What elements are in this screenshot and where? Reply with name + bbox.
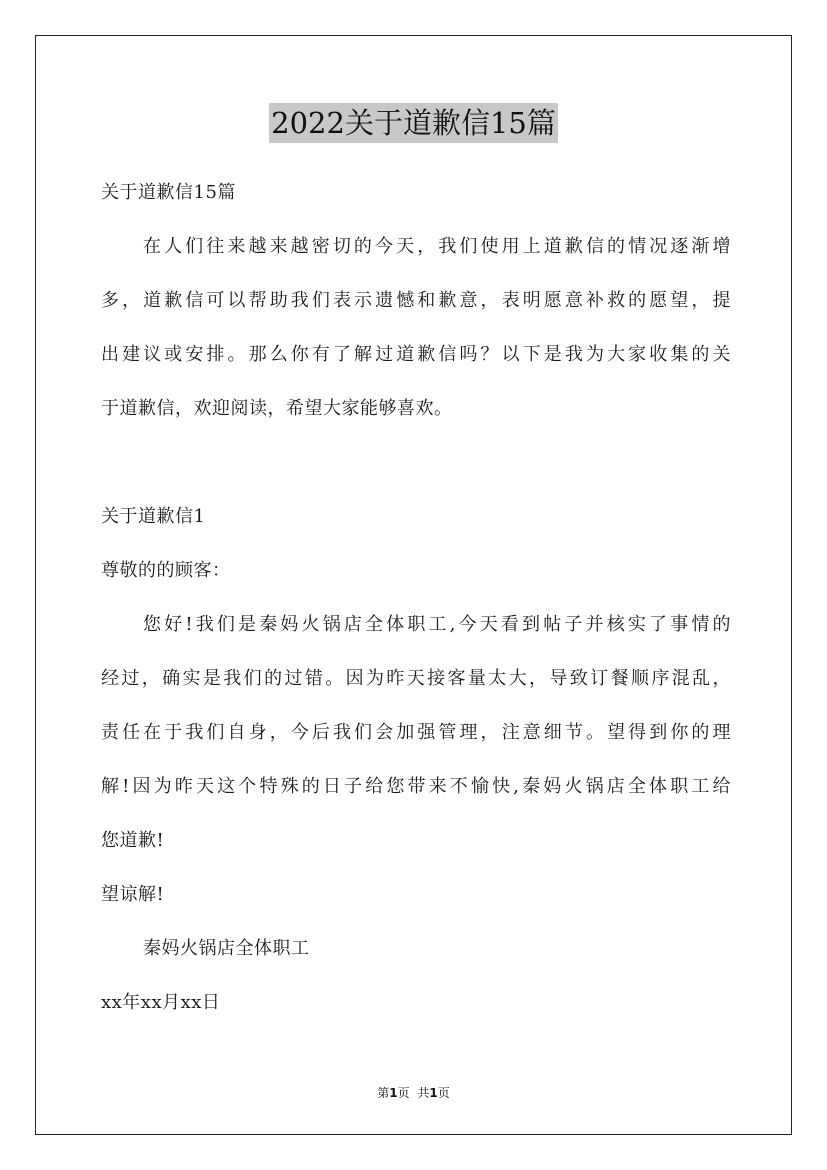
closing: 望谅解!	[101, 884, 165, 905]
page-suffix: 页	[397, 1086, 410, 1100]
document-body	[101, 166, 731, 1030]
date: xx年xx月xx日	[101, 992, 221, 1013]
signature: 秦妈火锅店全体职工	[143, 938, 310, 959]
intro-line: 多，道歉信可以帮助我们表示遗憾和歉意，表明愿意补救的愿望，提	[101, 290, 731, 311]
page-prefix: 第	[377, 1086, 390, 1100]
body-line: 责任在于我们自身，今后我们会加强管理，注意细节。望得到你的理	[101, 722, 731, 743]
page-footer	[0, 1084, 827, 1101]
spacer	[101, 436, 731, 490]
total-prefix: 共	[417, 1086, 430, 1100]
body-line: 解!因为昨天这个特殊的日子给您带来不愉快,秦妈火锅店全体职工给	[101, 776, 731, 797]
document-title: 2022关于道歉信15篇	[269, 103, 558, 143]
body-line: 您道歉!	[101, 830, 165, 851]
page-number: 1	[389, 1086, 398, 1100]
body-line: 您好!我们是秦妈火锅店全体职工,今天看到帖子并核实了事情的	[143, 614, 731, 635]
body-line: 经过，确实是我们的过错。因为昨天接客量太大，导致订餐顺序混乱，	[101, 668, 731, 689]
intro-line: 在人们往来越来越密切的今天，我们使用上道歉信的情况逐渐增	[143, 236, 731, 257]
intro-line: 出建议或安排。那么你有了解过道歉信吗？以下是我为大家收集的关	[101, 344, 731, 365]
intro-line: 于道歉信，欢迎阅读，希望大家能够喜欢。	[101, 398, 453, 419]
total-suffix: 页	[437, 1086, 450, 1100]
title-container	[0, 103, 827, 143]
total-pages: 1	[429, 1086, 438, 1100]
subtitle: 关于道歉信15篇	[101, 182, 236, 203]
letter-heading: 关于道歉信1	[101, 506, 206, 527]
salutation: 尊敬的的顾客：	[101, 560, 231, 581]
